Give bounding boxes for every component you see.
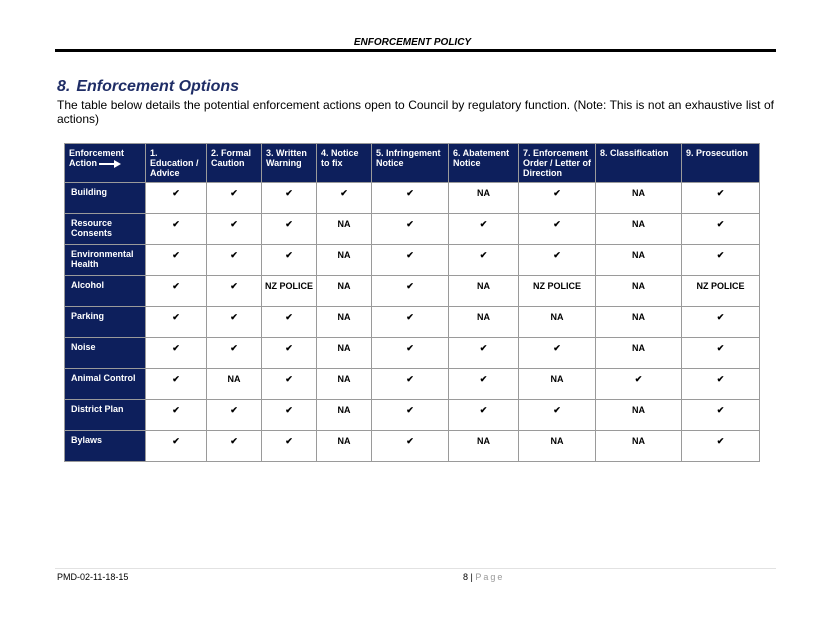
page-header-title: ENFORCEMENT POLICY [353,37,472,48]
table-cell: NZ POLICE [262,276,317,307]
table-cell: ✔ [372,214,449,245]
page-number [463,572,504,582]
table-cell: ✔ [146,183,207,214]
table-cell: ✔ [372,431,449,462]
table-cell: ✔ [449,400,519,431]
page-word: Page [475,572,505,582]
table-cell: ✔ [262,338,317,369]
table-cell: ✔ [207,245,262,276]
table-cell: ✔ [682,400,760,431]
column-header: 2. Formal Caution [207,144,262,183]
table-cell: ✔ [682,431,760,462]
table-cell: NA [596,183,682,214]
row-label: Animal Control [65,369,146,400]
table-cell: NA [449,183,519,214]
table-row [65,338,760,369]
table-cell: ✔ [207,431,262,462]
column-header: 4. Notice to fix [317,144,372,183]
table-header-row [65,144,760,183]
table-cell: NA [519,431,596,462]
table-cell: ✔ [596,369,682,400]
table-row [65,214,760,245]
table-cell: NA [317,369,372,400]
table-cell: ✔ [519,400,596,431]
table-cell: NA [317,276,372,307]
table-cell: NA [207,369,262,400]
section-intro: The table below details the potential enforcement actions open to Council by regulatory function. (Note: This is not an exhaustive list of actions) [57,98,774,126]
table-cell: NA [596,400,682,431]
table-cell: ✔ [372,245,449,276]
row-label: Building [65,183,146,214]
table-body [65,183,760,462]
table-cell: ✔ [262,400,317,431]
table-cell: NA [596,276,682,307]
table-cell: NZ POLICE [519,276,596,307]
table-cell: NA [519,307,596,338]
section-heading [57,78,239,96]
table-cell: NA [317,214,372,245]
table-cell: ✔ [449,214,519,245]
table-cell: ✔ [519,338,596,369]
table-cell: NA [317,338,372,369]
column-header: 8. Classification [596,144,682,183]
table-cell: ✔ [262,245,317,276]
table-row [65,307,760,338]
section-title: Enforcement Options [76,78,240,95]
section-number: 8. [57,78,71,95]
corner-header [65,144,146,183]
table-cell: ✔ [207,214,262,245]
table-cell: ✔ [146,400,207,431]
table-cell: ✔ [207,400,262,431]
table-row [65,431,760,462]
column-header: 5. Infringement Notice [372,144,449,183]
table-cell: ✔ [317,183,372,214]
table-row [65,183,760,214]
table-row [65,276,760,307]
table-cell: ✔ [146,245,207,276]
row-label: Environmental Health [65,245,146,276]
row-label: Resource Consents [65,214,146,245]
document-reference: PMD-02-11-18-15 [57,572,129,582]
table-cell: NA [317,431,372,462]
column-header: 3. Written Warning [262,144,317,183]
table-cell: ✔ [262,214,317,245]
table-cell: ✔ [449,245,519,276]
column-header: 7. Enforcement Order / Letter of Direction [519,144,596,183]
enforcement-options-table [64,143,760,462]
table-cell: ✔ [372,400,449,431]
table-cell: ✔ [372,338,449,369]
table-cell: ✔ [519,183,596,214]
table-cell: ✔ [207,183,262,214]
row-label: Noise [65,338,146,369]
column-header: 1. Education / Advice [146,144,207,183]
table-cell: ✔ [262,431,317,462]
table-cell: ✔ [262,369,317,400]
table-cell: ✔ [372,183,449,214]
table-row [65,369,760,400]
table-cell: ✔ [682,245,760,276]
table-cell: NA [317,400,372,431]
table-cell: ✔ [372,276,449,307]
table-cell: ✔ [207,307,262,338]
right-arrow-icon [99,160,121,167]
corner-label-line-2: Action [69,158,97,168]
table-cell: ✔ [682,369,760,400]
table-cell: ✔ [449,369,519,400]
table-cell: ✔ [207,276,262,307]
table-cell: ✔ [146,369,207,400]
table-cell: ✔ [146,214,207,245]
page-number-value: 8 [463,572,469,582]
row-label: Alcohol [65,276,146,307]
corner-label-line-1: Enforcement [69,148,125,158]
table-row [65,400,760,431]
row-label: Bylaws [65,431,146,462]
header-divider [55,49,776,52]
table-cell: NA [317,307,372,338]
table-row [65,245,760,276]
table-cell: ✔ [682,307,760,338]
page-separator: | [470,572,473,582]
table-cell: ✔ [207,338,262,369]
table-cell: ✔ [372,307,449,338]
table-cell: NA [596,245,682,276]
column-header: 9. Prosecution [682,144,760,183]
table-cell: NA [596,307,682,338]
table-cell: ✔ [146,338,207,369]
table-cell: ✔ [682,183,760,214]
table-cell: NA [317,245,372,276]
table-cell: NA [449,431,519,462]
table-cell: NA [519,369,596,400]
table-cell: NA [596,214,682,245]
table-cell: ✔ [262,307,317,338]
footer-divider [55,568,776,569]
table-cell: ✔ [372,369,449,400]
table-cell: ✔ [146,276,207,307]
table-cell: NA [449,307,519,338]
table-cell: ✔ [519,245,596,276]
table-cell: NA [596,431,682,462]
table-cell: ✔ [146,307,207,338]
row-label: Parking [65,307,146,338]
row-label: District Plan [65,400,146,431]
table-cell: ✔ [682,214,760,245]
table-cell: NA [596,338,682,369]
table-cell: ✔ [682,338,760,369]
table-cell: ✔ [262,183,317,214]
table-cell: ✔ [449,338,519,369]
column-header: 6. Abatement Notice [449,144,519,183]
table-cell: ✔ [146,431,207,462]
table-cell: NA [449,276,519,307]
table-cell: ✔ [519,214,596,245]
table-cell: NZ POLICE [682,276,760,307]
